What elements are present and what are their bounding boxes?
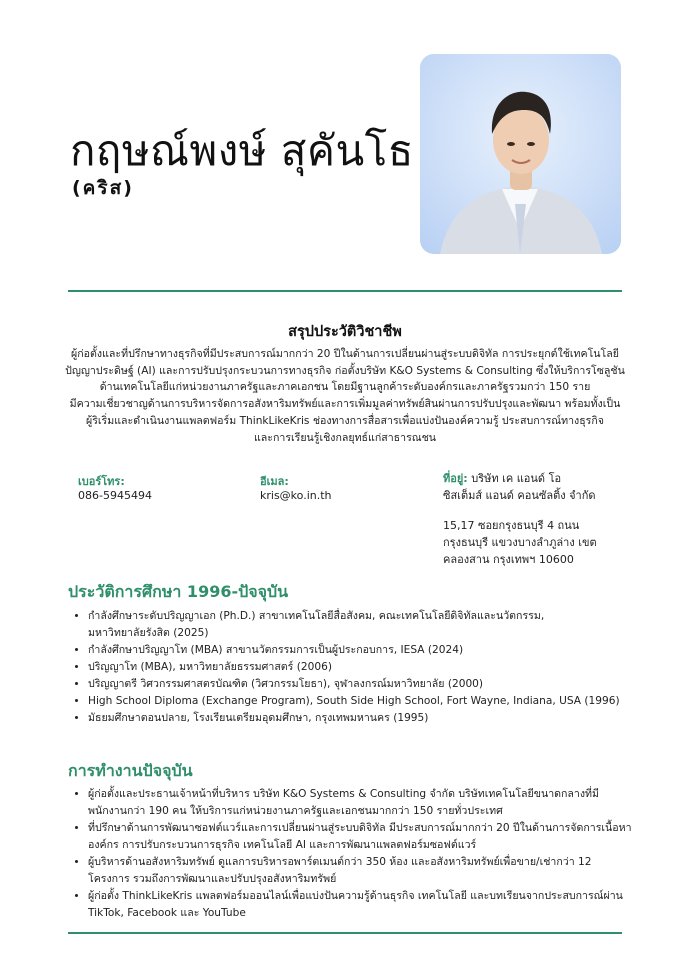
list-item bbox=[88, 608, 638, 642]
list-item-text: มหาวิทยาลัยรังสิต (2025) bbox=[88, 627, 209, 639]
list-item bbox=[88, 854, 638, 888]
list-item-text: พนักงานกว่า 190 คน ให้บริการแก่หน่วยงานภาครัฐและเอกชนมากกว่า 150 รายทั่วประเทศ bbox=[88, 805, 503, 817]
list-item-text: ที่ปรึกษาด้านการพัฒนาซอฟต์แวร์และการเปลี่ยนผ่านสู่ระบบดิจิทัล มีประสบการณ์มากกว่า 20 ปีในด้านการจัดการเนื้อหา bbox=[88, 822, 632, 834]
list-item-text: ผู้ก่อตั้ง ThinkLikeKris แพลตฟอร์มออนไลน์เพื่อแบ่งปันความรู้ด้านธุรกิจ เทคโนโลยี และบทเรียนจากประสบการณ์ผ่าน bbox=[88, 890, 623, 902]
list-item: • มัธยมศึกษาตอนปลาย, โรงเรียนเตรียมอุดมศึกษา, กรุงเทพมหานคร (1995) bbox=[88, 710, 638, 727]
work-title: การทำงานปัจจุบัน bbox=[68, 761, 193, 780]
summary-line: ปัญญาประดิษฐ์ (AI) และการปรับปรุงกระบวนการทางธุรกิจ ก่อตั้งบริษัท K&O Systems & Consulting ซึ่งให้บริการโซลูชัน bbox=[65, 364, 625, 377]
email-value[interactable]: kris@ko.in.th bbox=[260, 489, 332, 502]
list-item-text: โครงการ รวมถึงการพัฒนาและปรับปรุงอสังหาริมทรัพย์ bbox=[88, 873, 337, 885]
email-label: อีเมล: bbox=[260, 475, 289, 488]
education-list bbox=[74, 608, 638, 727]
list-item-text: TikTok, Facebook และ YouTube bbox=[88, 907, 246, 919]
bottom-divider bbox=[68, 932, 622, 934]
summary-line: และการเรียนรู้เชิงกลยุทธ์แก่สาธารณชน bbox=[253, 431, 437, 444]
summary-line: ผู้ก่อตั้งและที่ปรึกษาทางธุรกิจที่มีประสบการณ์มากกว่า 20 ปีในด้านการเปลี่ยนผ่านสู่ระบบดิจิทัล การประยุกต์ใช้เทคโนโลยี bbox=[71, 348, 619, 360]
list-item: • High School Diploma (Exchange Program), South Side High School, Fort Wayne, Indiana, USA (1996) bbox=[88, 693, 638, 710]
address-company-line2: ซิสเต็มส์ แอนด์ คอนซัลติ้ง จำกัด bbox=[443, 489, 596, 502]
address-line: 15,17 ซอยกรุงธนบุรี 4 ถนน bbox=[443, 519, 580, 532]
address-label: ที่อยู่: bbox=[443, 472, 468, 485]
address-block bbox=[443, 517, 597, 568]
list-item bbox=[88, 820, 638, 854]
summary-title: สรุปประวัติวิชาชีพ bbox=[288, 324, 402, 340]
list-item bbox=[88, 786, 638, 820]
summary-line: ด้านเทคโนโลยีแก่หน่วยงานภาครัฐและภาคเอกชน โดยมีฐานลูกค้าระดับองค์กรและภาครัฐรวมกว่า 150 ราย bbox=[99, 381, 591, 394]
phone-value: 086-5945494 bbox=[78, 489, 152, 502]
work-list bbox=[74, 786, 638, 922]
list-item: • ปริญญาโท (MBA), มหาวิทยาลัยธรรมศาสตร์ (2006) bbox=[88, 659, 638, 676]
education-title: ประวัติการศึกษา 1996-ปัจจุบัน bbox=[68, 582, 289, 601]
summary-line: ผู้ริเริ่มและดำเนินงานแพลตฟอร์ม ThinkLikeKris ช่องทางการสื่อสารเพื่อแบ่งปันองค์ความรู้ ประสบการณ์ทางธุรกิจ bbox=[86, 414, 604, 427]
list-item: • ปริญญาตรี วิศวกรรมศาสตรบัณฑิต (วิศวกรรมโยธา), จุฬาลงกรณ์มหาวิทยาลัย (2000) bbox=[88, 676, 638, 693]
summary-line: มีความเชี่ยวชาญด้านการบริหารจัดการอสังหาริมทรัพย์และการเพิ่มมูลค่าทรัพย์สินผ่านการปรับปรุงและพัฒนา พร้อมทั้งเป็น bbox=[69, 398, 621, 411]
list-item bbox=[88, 888, 638, 922]
profile-photo bbox=[420, 54, 621, 254]
summary-body bbox=[60, 346, 630, 446]
address-heading bbox=[443, 470, 561, 487]
candidate-name: กฤษณ์พงษ์ สุคันโธ bbox=[70, 126, 414, 175]
list-item: • กำลังศึกษาปริญญาโท (MBA) สาขานวัตกรรมการเป็นผู้ประกอบการ, IESA (2024) bbox=[88, 642, 638, 659]
list-item-text: องค์กร การปรับกระบวนการธุรกิจ เทคโนโลยี AI และการพัฒนาแพลตฟอร์มซอฟต์แวร์ bbox=[88, 839, 477, 851]
address-line: กรุงธนบุรี แขวงบางลำภูล่าง เขต bbox=[443, 536, 597, 549]
address-line: คลองสาน กรุงเทพฯ 10600 bbox=[443, 553, 574, 566]
address-company-line1: บริษัท เค แอนด์ โอ bbox=[471, 472, 562, 485]
phone-label: เบอร์โทร: bbox=[78, 475, 125, 488]
list-item-text: ผู้ก่อตั้งและประธานเจ้าหน้าที่บริหาร บริษัท K&O Systems & Consulting จำกัด บริษัทเทคโนโลยีขนาดกลางที่มี bbox=[88, 788, 600, 800]
top-divider bbox=[68, 290, 622, 292]
portrait-illustration bbox=[420, 54, 621, 254]
list-item-text: ผู้บริหารด้านอสังหาริมทรัพย์ ดูแลการบริหารอพาร์ตเมนต์กว่า 350 ห้อง และอสังหาริมทรัพย์เพื่อขาย/เช่ากว่า 12 bbox=[88, 856, 592, 868]
list-item-text: กำลังศึกษาระดับปริญญาเอก (Ph.D.) สาขาเทคโนโลยีสื่อสังคม, คณะเทคโนโลยีดิจิทัลและนวัตกรรม, bbox=[88, 610, 545, 622]
candidate-nickname: (คริส) bbox=[72, 177, 134, 199]
